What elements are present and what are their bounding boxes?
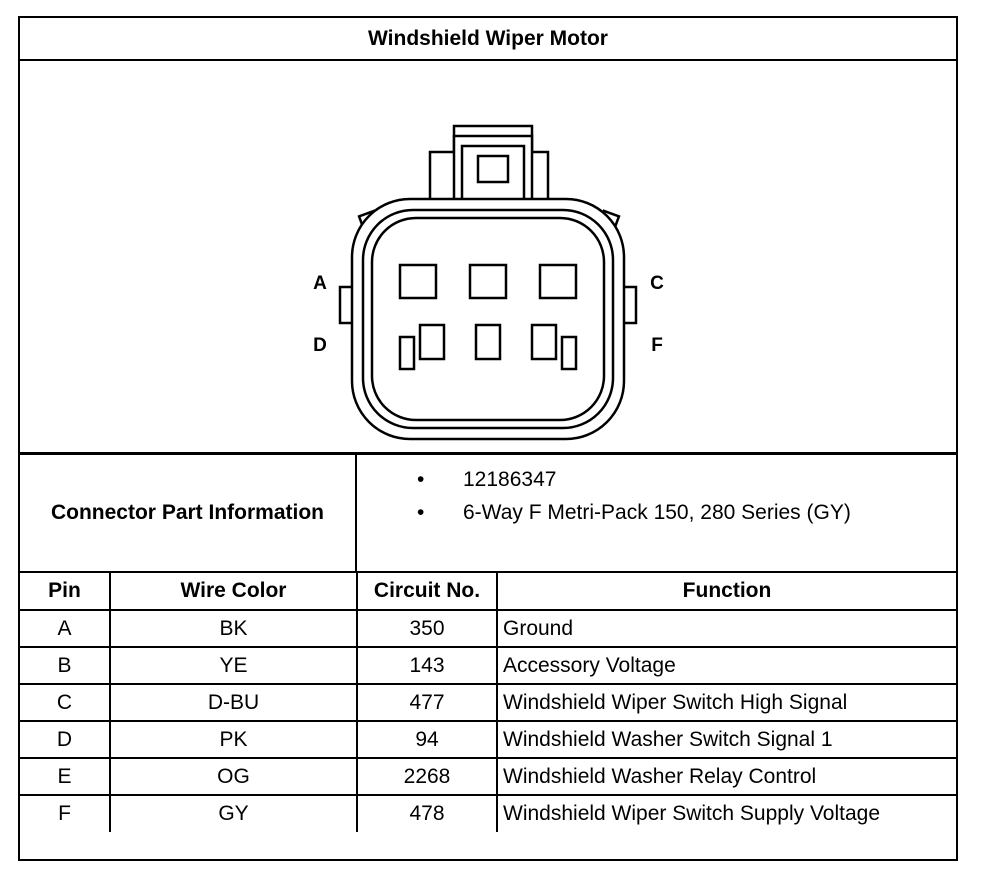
header-circuit-no: Circuit No. [357, 573, 497, 610]
header-pin: Pin [20, 573, 110, 610]
connector-sheet [18, 16, 958, 861]
circuit-cell: 477 [357, 684, 497, 721]
wire-color-cell: D-BU [110, 684, 357, 721]
cavity-a [400, 265, 436, 298]
connector-part-info [20, 455, 956, 573]
cavity-f [532, 325, 556, 359]
pin-cell: E [20, 758, 110, 795]
header-function: Function [497, 573, 956, 610]
connector-face-drawing [20, 61, 956, 452]
wire-color-cell: YE [110, 647, 357, 684]
pin-cell: C [20, 684, 110, 721]
pin-cell: A [20, 610, 110, 647]
pin-cell: B [20, 647, 110, 684]
wire-color-cell: BK [110, 610, 357, 647]
lock-tab-latch [478, 156, 508, 182]
connector-cavity [372, 218, 604, 420]
table-row [20, 647, 956, 684]
function-cell: Accessory Voltage [497, 647, 956, 684]
circuit-cell: 143 [357, 647, 497, 684]
table-row [20, 721, 956, 758]
wire-color-cell: OG [110, 758, 357, 795]
pin-label-c: C [650, 273, 664, 294]
function-cell: Windshield Washer Relay Control [497, 758, 956, 795]
function-cell: Windshield Wiper Switch Supply Voltage [497, 795, 956, 832]
wire-color-cell: GY [110, 795, 357, 832]
function-cell: Ground [497, 610, 956, 647]
pin-cell: F [20, 795, 110, 832]
pin-label-a: A [313, 273, 327, 294]
pin-cell: D [20, 721, 110, 758]
rib-right [562, 337, 576, 369]
table-header-row [20, 573, 956, 610]
connector-part-info-label: Connector Part Information [20, 455, 357, 571]
pinout-table [20, 573, 956, 832]
cavity-b [470, 265, 506, 298]
page-title: Windshield Wiper Motor [20, 18, 956, 61]
pin-label-f: F [651, 335, 663, 356]
table-row [20, 758, 956, 795]
connector-part-info-list [357, 455, 956, 571]
circuit-cell: 478 [357, 795, 497, 832]
function-cell: Windshield Washer Switch Signal 1 [497, 721, 956, 758]
connector-face-diagram [20, 61, 956, 455]
cavity-c [540, 265, 576, 298]
table-row [20, 795, 956, 832]
part-number: 12186347 [463, 468, 557, 491]
cavity-d [420, 325, 444, 359]
circuit-cell: 2268 [357, 758, 497, 795]
header-wire-color: Wire Color [110, 573, 357, 610]
function-cell: Windshield Wiper Switch High Signal [497, 684, 956, 721]
table-row [20, 610, 956, 647]
connector-series: 6-Way F Metri-Pack 150, 280 Series (GY) [463, 501, 851, 524]
table-row [20, 684, 956, 721]
rib-left [400, 337, 414, 369]
circuit-cell: 94 [357, 721, 497, 758]
wire-color-cell: PK [110, 721, 357, 758]
bullet: • [417, 468, 425, 491]
pin-label-d: D [313, 335, 327, 356]
bullet: • [417, 501, 425, 524]
cavity-e [476, 325, 500, 359]
circuit-cell: 350 [357, 610, 497, 647]
